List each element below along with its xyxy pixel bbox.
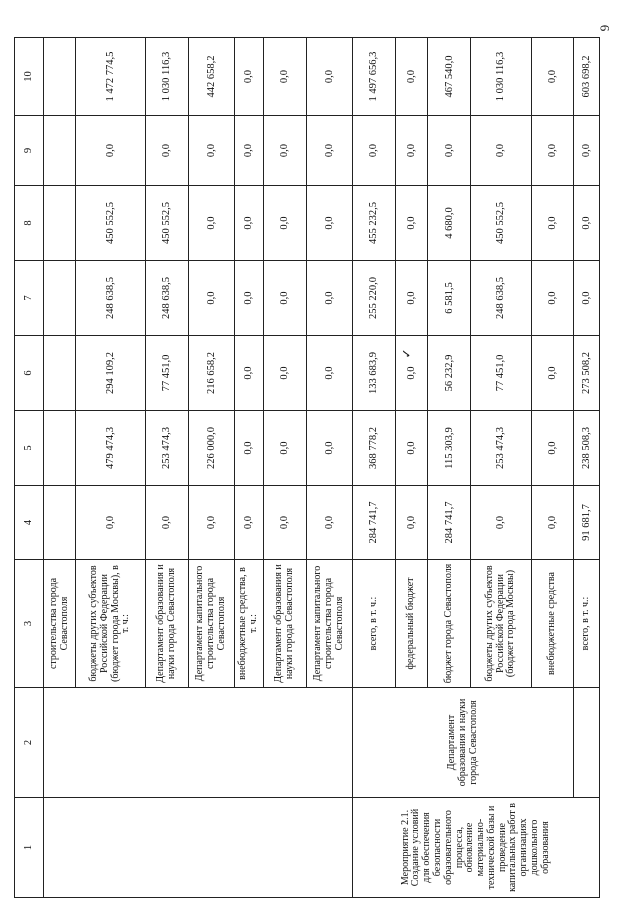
value-cell: 0,0 [235, 411, 264, 486]
value-cell: 56 232,9 [428, 336, 471, 411]
value-cell: 253 474,3 [471, 411, 531, 486]
value-cell: 0,0 [235, 336, 264, 411]
table-row [353, 38, 396, 898]
value-cell: 0,0 [574, 186, 600, 261]
value-cell: 248 638,5 [471, 261, 531, 336]
source-cell: Департамент образования и науки города Севастополя [145, 560, 188, 688]
value-cell: 0,0 [531, 261, 574, 336]
source-cell: всего, в т. ч.: [353, 560, 396, 688]
value-cell: 1 472 774,5 [76, 38, 146, 116]
value-cell: 0,0 [264, 411, 307, 486]
value-cell: 0,0 [235, 38, 264, 116]
value-cell: 0,0 [471, 486, 531, 560]
value-cell: 273 508,2 [574, 336, 600, 411]
value-cell: 0,0 [76, 486, 146, 560]
header-cell: 2 [15, 688, 44, 798]
value-cell: 450 552,5 [145, 186, 188, 261]
value-cell: 0,0 [188, 186, 234, 261]
value-cell: 479 474,3 [76, 411, 146, 486]
value-cell: 0,0 [264, 116, 307, 186]
value-cell: 0,0 [188, 116, 234, 186]
table-row [574, 38, 600, 898]
value-cell: 0,0 [306, 38, 352, 116]
value-cell: 0,0 [188, 261, 234, 336]
value-cell: 294 109,2 [76, 336, 146, 411]
value-cell: 0,0 [396, 38, 428, 116]
event-cell [43, 798, 352, 898]
source-cell: внебюджетные средства [531, 560, 574, 688]
header-cell: 7 [15, 261, 44, 336]
value-cell: 115 303,9 [428, 411, 471, 486]
value-cell: 0,0 [396, 116, 428, 186]
header-cell: 3 [15, 560, 44, 688]
value-cell: 1 030 116,3 [145, 38, 188, 116]
pen-mark-icon: ✓ [399, 348, 414, 359]
executor-cell [43, 688, 352, 798]
value-cell: 77 451,0 [471, 336, 531, 411]
value-cell: 0,0 [531, 486, 574, 560]
source-cell: Департамент капитального строительства города Севастополя [188, 560, 234, 688]
value-cell: 216 658,2 [188, 336, 234, 411]
value-cell: 238 508,3 [574, 411, 600, 486]
value-cell: 442 658,2 [188, 38, 234, 116]
value-cell: 77 451,0 [145, 336, 188, 411]
value-cell: 1 030 116,3 [471, 38, 531, 116]
value-cell: 0,0 [235, 486, 264, 560]
source-cell: бюджет города Севастополя [428, 560, 471, 688]
value-cell: 0,0 [264, 186, 307, 261]
value-cell: 91 681,7 [574, 486, 600, 560]
value-cell: 248 638,5 [145, 261, 188, 336]
value-cell: 368 778,2 [353, 411, 396, 486]
header-cell: 5 [15, 411, 44, 486]
value-cell: 450 552,5 [471, 186, 531, 261]
executor-cell: Департамент образования и науки города Севастополя [353, 688, 574, 798]
value-cell: 0,0 [235, 116, 264, 186]
value-cell: 0,0 [306, 116, 352, 186]
value-cell: 253 474,3 [145, 411, 188, 486]
value-cell: 133 683,9 [353, 336, 396, 411]
value-cell: 0,0 [264, 261, 307, 336]
header-row [15, 38, 44, 898]
value-cell: 450 552,5 [76, 186, 146, 261]
value-cell: 0,0 [235, 261, 264, 336]
value-cell: 603 698,2 [574, 38, 600, 116]
value-cell: 0,0 [306, 486, 352, 560]
value-cell: 6 581,5 [428, 261, 471, 336]
source-cell: внебюджетные средства, в т. ч.: [235, 560, 264, 688]
source-cell: всего, в т. ч.: [574, 560, 600, 688]
value-cell: 467 540,0 [428, 38, 471, 116]
value-cell: 0,0 [396, 261, 428, 336]
value-cell: 0,0 [235, 186, 264, 261]
executor-cell [574, 688, 600, 798]
value-cell: 0,0 [306, 411, 352, 486]
value-cell: 0,0 [531, 38, 574, 116]
value-cell: 0,0 [306, 261, 352, 336]
value-cell: 0,0 [428, 116, 471, 186]
value-cell: 0,0 [531, 116, 574, 186]
value-cell: 0,0 [396, 411, 428, 486]
value-cell: 226 000,0 [188, 411, 234, 486]
value-cell: 0,0 [188, 486, 234, 560]
value-cell: 0,0 [574, 116, 600, 186]
source-cell: Департамент образования и науки города Севастополя [264, 560, 307, 688]
value-cell: 0,0 [396, 336, 428, 411]
value-cell: 0,0 [264, 336, 307, 411]
value-cell: 0,0 [396, 486, 428, 560]
header-cell: 10 [15, 38, 44, 116]
source-cell: бюджеты других субъектов Российской Федерации (бюджет города Москвы), в т. ч.: [76, 560, 146, 688]
header-cell: 8 [15, 186, 44, 261]
header-cell: 6 [15, 336, 44, 411]
page-number: 6 [596, 24, 612, 32]
table-row [43, 38, 75, 898]
rotated-page [14, 38, 600, 898]
value-cell: 0,0 [145, 486, 188, 560]
value-cell: 284 741,7 [428, 486, 471, 560]
event-cell: Мероприятие 2.1. Создание условий для обеспечения безопасности образовательного процесса, обновление материально-технической базы и проведение капитальных работ в организациях дошкольного образования [353, 798, 600, 898]
value-cell: 455 232,5 [353, 186, 396, 261]
value-cell: 284 741,7 [353, 486, 396, 560]
value-cell: 0,0 [531, 336, 574, 411]
budget-table [14, 37, 600, 898]
value-cell: 248 638,5 [76, 261, 146, 336]
source-cell: федеральный бюджет [396, 560, 428, 688]
value-cell: 4 680,0 [428, 186, 471, 261]
value-cell: 1 497 656,3 [353, 38, 396, 116]
value-cell: 0,0 [264, 38, 307, 116]
source-cell: бюджеты других субъектов Российской Федерации (бюджет города Москвы) [471, 560, 531, 688]
value-cell: 0,0 [264, 486, 307, 560]
value-cell: 0,0 [531, 411, 574, 486]
value-cell: 0,0 [471, 116, 531, 186]
value-cell: 0,0 [574, 261, 600, 336]
header-cell: 4 [15, 486, 44, 560]
value-cell: 0,0 [353, 116, 396, 186]
value-cell: 0,0 [76, 116, 146, 186]
value-cell: 255 220,0 [353, 261, 396, 336]
value-cell: 0,0 [145, 116, 188, 186]
source-cell: Департамент капитального строительства города Севастополя [306, 560, 352, 688]
header-cell: 9 [15, 116, 44, 186]
value-cell: 0,0 [306, 186, 352, 261]
value-cell: 0,0 [396, 186, 428, 261]
source-cell: строительства города Севастополя [43, 560, 75, 688]
header-cell: 1 [15, 798, 44, 898]
value-cell: 0,0 [306, 336, 352, 411]
value-cell: 0,0 [531, 186, 574, 261]
